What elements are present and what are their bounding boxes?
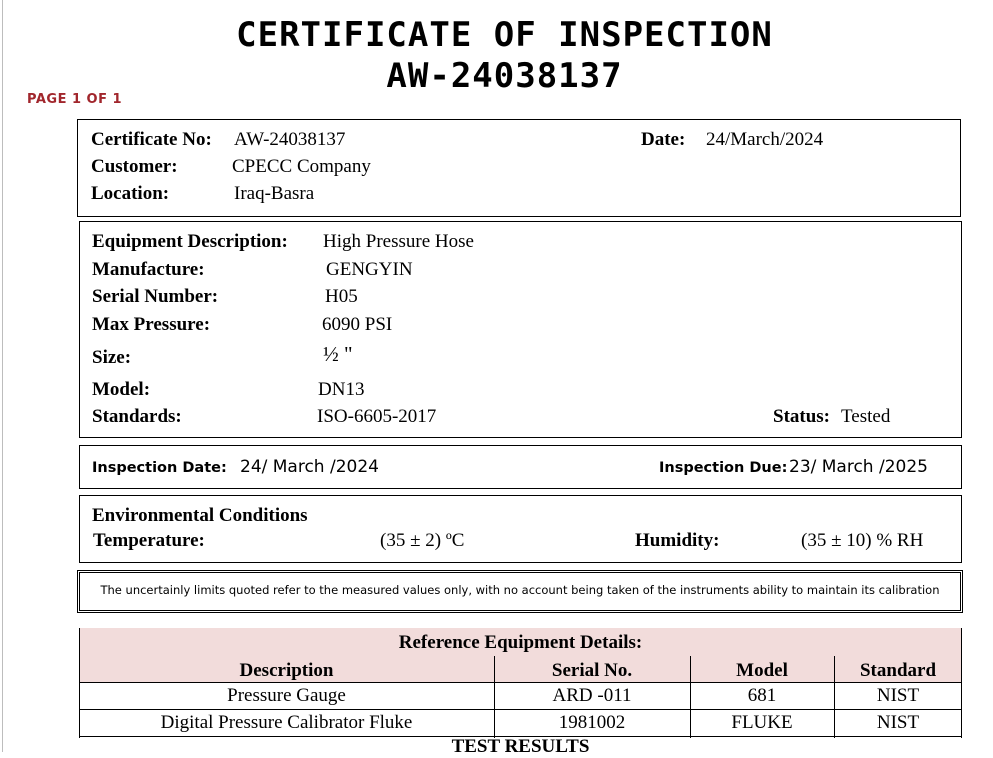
uncertainty-note-box xyxy=(77,570,963,613)
table-border-left xyxy=(79,628,80,738)
manufacture-value: GENGYIN xyxy=(326,259,413,280)
column-header-standard: Standard xyxy=(859,660,937,681)
table-cell-standard: NIST xyxy=(876,712,920,733)
environment-heading: Environmental Conditions xyxy=(92,505,308,526)
serial-number-label: Serial Number: xyxy=(92,286,219,307)
table-cell-description: Pressure Gauge xyxy=(227,685,346,706)
table-divider xyxy=(79,682,962,683)
certificate-no-label: Certificate No: xyxy=(91,129,212,150)
table-cell-standard: NIST xyxy=(876,685,920,706)
column-header-serial-no: Serial No. xyxy=(551,660,633,681)
max-pressure-label: Max Pressure: xyxy=(92,314,211,335)
status-value: Tested xyxy=(841,406,891,427)
certificate-title: CERTIFICATE OF INSPECTION xyxy=(236,15,773,55)
max-pressure-value: 6090 PSI xyxy=(322,314,393,335)
certificate-info-box xyxy=(77,119,961,217)
table-cell-serial-no: 1981002 xyxy=(558,712,626,733)
table-divider xyxy=(494,656,495,738)
equipment-description-value: High Pressure Hose xyxy=(323,231,474,252)
inspection-dates-box xyxy=(79,445,962,489)
table-divider xyxy=(79,709,962,710)
model-value: DN13 xyxy=(318,379,365,400)
column-header-description: Description xyxy=(239,660,334,681)
reference-equipment-table xyxy=(79,628,962,757)
column-header-model: Model xyxy=(736,660,788,681)
table-divider xyxy=(834,656,835,738)
standards-label: Standards: xyxy=(92,406,182,427)
temperature-value: (35 ± 2) ºC xyxy=(380,530,465,551)
equipment-box xyxy=(79,221,962,438)
certificate-number-title: AW-24038137 xyxy=(386,56,623,96)
uncertainty-note: The uncertainly limits quoted refer to the measured values only, with no account being taken of the instruments ability to maintain its calibration xyxy=(100,583,940,597)
status-label: Status: xyxy=(773,406,831,427)
reference-table-title: Reference Equipment Details: xyxy=(398,632,643,653)
customer-label: Customer: xyxy=(91,156,178,177)
table-cell-serial-no: ARD -011 xyxy=(552,685,632,706)
serial-number-value: H05 xyxy=(325,286,358,307)
size-label: Size: xyxy=(92,347,132,368)
certificate-no-value: AW-24038137 xyxy=(234,129,346,150)
inspection-date-label: Inspection Date: xyxy=(92,460,227,476)
table-cell-model: 681 xyxy=(747,685,777,706)
location-value: Iraq-Basra xyxy=(234,183,315,204)
inspection-due-label: Inspection Due: xyxy=(659,460,788,476)
customer-value: CPECC Company xyxy=(232,156,371,177)
date-label: Date: xyxy=(641,129,686,150)
standards-value: ISO-6605-2017 xyxy=(317,406,437,427)
humidity-label: Humidity: xyxy=(635,530,720,551)
table-cell-description: Digital Pressure Calibrator Fluke xyxy=(160,712,413,733)
size-value: ½ " xyxy=(323,342,353,366)
inspection-date-value: 24/ March /2024 xyxy=(240,457,379,477)
temperature-label: Temperature: xyxy=(93,530,205,551)
location-label: Location: xyxy=(91,183,170,204)
manufacture-label: Manufacture: xyxy=(92,259,205,280)
equipment-description-label: Equipment Description: xyxy=(92,231,288,252)
table-cell-model: FLUKE xyxy=(731,712,793,733)
page-number: PAGE 1 OF 1 xyxy=(27,92,123,107)
table-divider xyxy=(690,656,691,738)
test-results-heading: TEST RESULTS xyxy=(451,736,590,757)
environment-box xyxy=(79,495,962,563)
model-label: Model: xyxy=(92,379,151,400)
date-value: 24/March/2024 xyxy=(706,129,824,150)
inspection-due-value: 23/ March /2025 xyxy=(789,457,928,477)
table-border-right xyxy=(961,628,962,738)
page-edge-rule xyxy=(2,0,3,752)
humidity-value: (35 ± 10) % RH xyxy=(801,530,924,551)
